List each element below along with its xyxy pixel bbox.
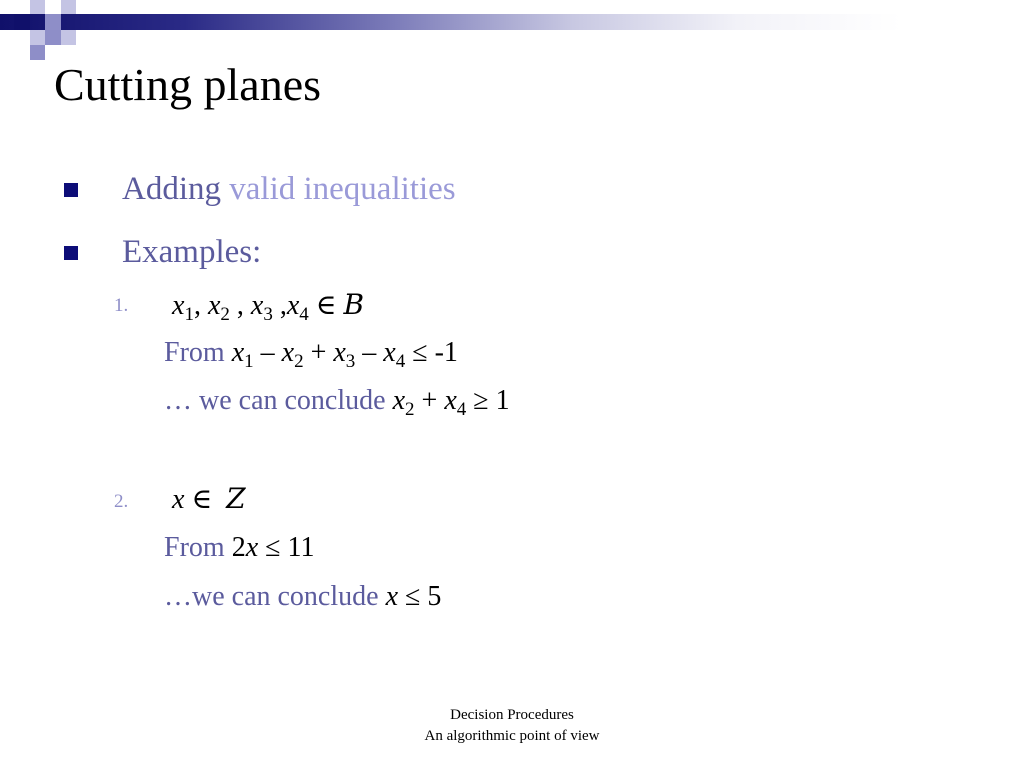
footer-title: Decision Procedures (450, 707, 574, 723)
highlight-text: valid inequalities (229, 171, 456, 207)
bullet-square-icon (64, 246, 78, 260)
example-statement: $x_1$, $x_2$ , $x_3$ $,x_4$ ∈ B (172, 288, 365, 325)
bullet-adding (122, 169, 456, 209)
list-number: 2. (114, 491, 129, 512)
bullet-square-icon (64, 183, 78, 197)
header-gradient-bar (0, 14, 1024, 30)
list-number: 1. (114, 295, 129, 316)
slide-title: Cutting planes (54, 59, 322, 110)
example-conclusion-line: …we can conclude x ≤ 5 (164, 581, 442, 612)
footer-subtitle: An algorithmic point of view (424, 728, 600, 744)
example-conclusion-line: … we can conclude $x_2 + x_4 \ge 1$ (164, 385, 510, 420)
bullet-examples: Examples: (122, 234, 262, 270)
bullet-text: Adding (122, 171, 221, 207)
example-statement: x ∈ Z (172, 482, 246, 515)
example-from-line: From $x_1 - x_2 + x_3 - x_4 \le -1$ (164, 337, 458, 372)
example-from-line: From 2x ≤ 11 (164, 532, 315, 563)
